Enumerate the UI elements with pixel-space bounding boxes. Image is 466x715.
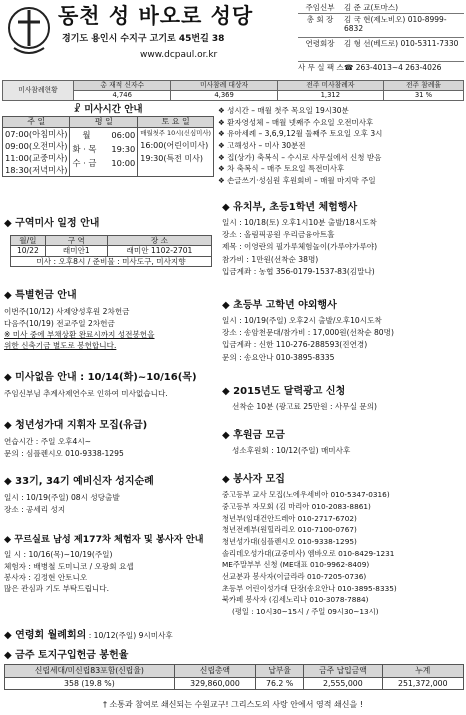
group-mass-cell: 10/22 [11,246,46,256]
section-line: 입금계좌 : 신한 110-276-288593(진연경) [222,340,368,350]
contact-row [298,2,464,14]
fund-value: 251,372,000 [382,677,463,690]
right-section-volunteers [222,474,464,618]
notice-item: ❖ 손글쓰기·성심원 후원회비 – 매월 마지막 주일 [218,175,376,185]
church-name: 동천 성 바오로 성당 [58,4,254,28]
fund-value: 358 (19.8 %) [5,677,175,690]
attendance-header: 전주 미사참례자 [277,81,383,91]
diamond-icon: ◆ [4,372,16,383]
contact-label: 총 회 장 [306,15,334,25]
right-section-kindergarten [222,202,464,278]
section-title: 후원금 모금 [233,430,285,441]
fund-value: 329,860,000 [174,677,255,690]
weekday-day: 화 · 목 [72,143,97,154]
fund-value: 76.2 % [256,677,304,690]
diamond-icon: ❖ [218,117,228,127]
contact-label: 사 무 실 팩 스 [298,63,344,73]
diamond-icon: ◆ [4,476,16,487]
section-line: 솔리데오성가대(교중미사) 엠바오로 010-8429-1231 [222,548,395,558]
diamond-icon: ◆ [4,218,16,229]
attendance-value: 31 % [383,91,463,101]
contact-value: 김 형 선(베드로) 010-5311-7330 [344,39,459,49]
weekday-mass [72,142,135,156]
section-line: 장소 : 송암천문대/참가비 : 17,000원(선착순 80명) [222,328,394,338]
diamond-icon: ◆ [4,650,16,661]
group-mass-title: 구역미사 일정 안내 [15,218,100,229]
section-title-suffix: : 10/12(주일) 9시미사후 [88,631,173,640]
group-mass-header: 구 역 [45,236,107,246]
mass-col-header: 평 일 [70,117,138,128]
fund-section [4,650,464,690]
section-title: 특별헌금 안내 [15,290,77,301]
section-title: 봉사자 모집 [233,474,285,485]
table-row [5,677,464,690]
section-line: 문의 : 송요안나 010-3895-8335 [222,352,335,362]
section-line: 입금계좌 : 농협 356-0179-1537-83(김말나) [222,266,375,276]
section-title: 유치부, 초등1학년 체험행사 [233,202,358,213]
section-title: 2015년도 달력광고 신청 [233,386,346,397]
contact-row [298,38,464,62]
attendance-value: 4,746 [74,91,171,101]
section-line: 초등부 어린이성가대 단장(송요안나 010-3895-8335) [222,583,397,593]
weekday-time: 10:00 [111,157,136,168]
notice-item: ❖ 집(상가) 축복식 – 수시로 사무실에서 신청 받음 [218,152,382,162]
attendance-value: 1,312 [277,91,383,101]
notice-item: ❖ 성시간 – 매월 첫주 목요일 19시30분 [218,106,349,115]
section-line: 청년부(임대건안드레아 010-2717-6702) [222,513,357,523]
diamond-icon: ◆ [4,534,15,545]
attendance-header: 전주 참례율 [383,81,463,91]
attendance-table [2,80,464,101]
church-address: 경기도 용인시 수지구 고기로 45번길 38 [62,34,225,44]
section-line: 일시 : 10/19(주일) 08시 성당출발 [4,493,120,503]
section-line: 제목 : 이영란의 필가루체험놀이(가루야가루야) [222,242,378,252]
right-section-calendar-ad [222,386,464,411]
diamond-icon: ❖ [218,140,228,150]
section-line: 많은 관심과 기도 부탁드립니다. [4,584,110,594]
notice-list [218,105,464,186]
fund-title: 금주 토지구입헌금 봉헌율 [15,650,129,661]
right-section-elementary-outdoor [222,300,464,364]
notice-item: ❖ 환자영성체 – 매월 넷째주 수요일 오전미사후 [218,117,374,127]
sunday-mass: 07:00(아침미사) [5,128,68,139]
footer-slogan: † 소통과 참여로 쇄신되는 수원교구! 그리스도의 사랑 안에서 영적 쇄신을 ! [103,700,363,709]
mass-title-row [2,104,214,116]
section-line: 청년전례부(원힐라리오 010-7100-0767) [222,525,357,535]
left-section-no-mass [4,372,212,398]
left-section-cursillo [4,534,218,595]
mass-title: 미사시간 안내 [84,104,143,115]
section-line: 일시 : 10/19(주일) 오후2시 출발/오후10시도착 [222,316,382,326]
weekday-time: 06:00 [111,129,136,140]
mass-table [2,116,214,177]
group-mass-table [10,235,212,267]
church-website[interactable]: www.dcpaul.or.kr [140,50,218,60]
contact-label: 주임신부 [305,3,335,12]
diamond-icon: ◆ [4,290,16,301]
sunday-mass: 11:00(교중미사) [5,152,68,163]
diamond-icon: ❖ [218,175,228,185]
section-line: 선착순 10분 (광고료 25만원 : 사무실 문의) [232,402,377,412]
left-section-choir-conductor [4,420,212,459]
section-line: 중고등부 교사 모집(노에우세비아 010-5347-0316) [222,490,390,500]
diamond-icon: ◆ [4,630,16,641]
left-section-pilgrimage [4,476,212,515]
attendance-header: 총 재적 신자수 [74,81,171,91]
cross-icon: ☧ [73,104,81,115]
parish-logo [6,4,52,58]
section-title: 연령회 월례회의 [15,630,87,641]
weekday-mass [72,128,135,142]
weekday-time: 19:30 [111,143,136,154]
diamond-icon: ❖ [218,164,228,174]
weekday-day: 월 [82,129,91,140]
attendance-label: 미사참례현황 [3,81,74,101]
contact-value: 김 국 현(제노비오) 010-8999-6832 [344,15,447,34]
diamond-icon: ◆ [222,202,234,213]
section-line: 중고등부 자모회 (김 마리아 010-2083-8861) [222,501,371,511]
fund-value: 2,555,000 [304,677,382,690]
section-line: 선교분과 봉사자(이글라라 010-7205-0736) [222,571,367,581]
section-title: 청년성가대 지휘자 모집(유급) [15,420,148,431]
diamond-icon: ❖ [218,129,228,139]
diamond-icon: ◆ [222,430,234,441]
section-title: 꾸르실료 남성 제177차 체험자 및 봉사자 안내 [14,534,204,545]
section-line: 장소 : 올림픽공원 우리금융아트홀 [222,230,335,240]
section-line: 일 시 : 10/16(목)~10/19(주일) [4,550,113,560]
attendance-header: 미사참례 대상자 [171,81,277,91]
section-title: 초등부 고학년 야외행사 [233,300,337,311]
diamond-icon: ❖ [218,106,228,115]
mass-col-header: 주 일 [3,117,70,128]
saturday-mass: 19:30(특전 미사) [140,154,204,164]
diamond-icon: ◆ [222,300,234,311]
diamond-icon: ◆ [222,386,234,397]
weekday-mass [72,156,135,170]
sunday-mass: 18:30(저녁미사) [5,164,68,175]
left-section-funeral-meeting [4,630,218,642]
fund-header: 납부율 [256,665,304,678]
section-line: 연습시간 : 주일 오후4시~ [4,437,92,447]
group-mass-cell: 래미안 1102-2701 [107,246,211,256]
section-line: (평일 : 10시30~15시 / 주일 09시30~13시) [232,606,379,616]
notice-item: ❖ 차 축복식 – 매주 토요일 특전미사후 [218,164,345,174]
fund-header: 누계 [382,665,463,678]
group-mass-header: 월/일 [11,236,46,246]
group-mass-section [4,218,212,267]
section-line: ME주말부부 신청 (ME대표 010-9962-8409) [222,560,370,570]
notice-item: ❖ 유아세례 – 3,6,9,12월 둘째주 토요일 오후 3시 [218,129,383,139]
section-line: 북카페 봉사자 (김세노리나 010-3078-7884) [222,595,369,605]
sunday-mass: 09:00(오전미사) [5,140,68,151]
contact-label: 연령회장 [305,39,335,49]
group-mass-header: 장 소 [107,236,211,246]
section-line: 청년성가대(심플렌시오 010-9338-1295) [222,536,357,546]
weekday-day: 수 · 금 [72,157,97,168]
section-line: 참가비 : 1만원(선착순 38명) [222,254,319,264]
table-row [11,246,212,256]
fund-header: 신립총액 [174,665,255,678]
contact-value: ☎ 263-4013~4 263-4026 [344,63,442,73]
group-mass-footer: 미사 : 오후8시 / 준비물 : 미사도구, 미사지향 [11,256,212,266]
attendance-value: 4,369 [171,91,277,101]
group-mass-cell: 래미안1 [45,246,107,256]
contact-value: 김 준 교(토마스) [344,3,399,12]
section-title: 33기, 34기 예비신자 성지순례 [15,476,154,487]
group-mass-title-row [4,218,212,230]
section-line: ※ 미사 중에 부채상환 완료시까지 성전봉헌을 [4,329,155,339]
section-line: 체험자 : 배병철 도미니코 / 오광회 요셉 [4,561,134,571]
fund-header: 금주 납입금액 [304,665,382,678]
right-section-donation [222,430,464,455]
section-line: 성소후원회 : 10/12(주일) 매미사후 [232,446,351,456]
left-section-special-offering [4,290,212,352]
diamond-icon: ◆ [222,474,234,485]
notice-item: ❖ 고해성사 – 미사 30분전 [218,140,306,150]
section-title: 미사없음 안내 : 10/14(화)~10/16(목) [15,372,197,383]
section-line: 이번주(10/12) 사제양성후원 2차헌금 [4,307,130,317]
section-line: 장소 : 공세리 성지 [4,504,66,514]
mass-col-header: 토 요 일 [138,117,214,128]
section-line: 위한 신축기금 별도로 봉헌합니다. [4,341,117,351]
section-line: 다음주(10/19) 전교주일 2차헌금 [4,318,115,328]
contact-box [298,2,464,84]
section-line: 봉사자 : 김정현 안토니오 [4,573,88,582]
section-line: 주임신부님 추계사제연수로 인하여 미사없습니다. [4,389,168,399]
mass-times-box [2,104,214,186]
fund-table [4,664,464,690]
diamond-icon: ◆ [4,420,16,431]
contact-row [298,14,464,38]
saturday-mass: 매월첫주 10시(신심미사) [140,128,211,137]
fund-header: 신립세대/미신립83포함(신립율) [5,665,175,678]
saturday-mass: 16:00(어린이미사) [140,140,209,150]
section-line: 일시 : 10/18(토) 오후1시10분 출발/18시도착 [222,218,377,228]
section-line: 문의 : 심플렌시오 010-9338-1295 [4,448,124,458]
diamond-icon: ❖ [218,152,228,162]
